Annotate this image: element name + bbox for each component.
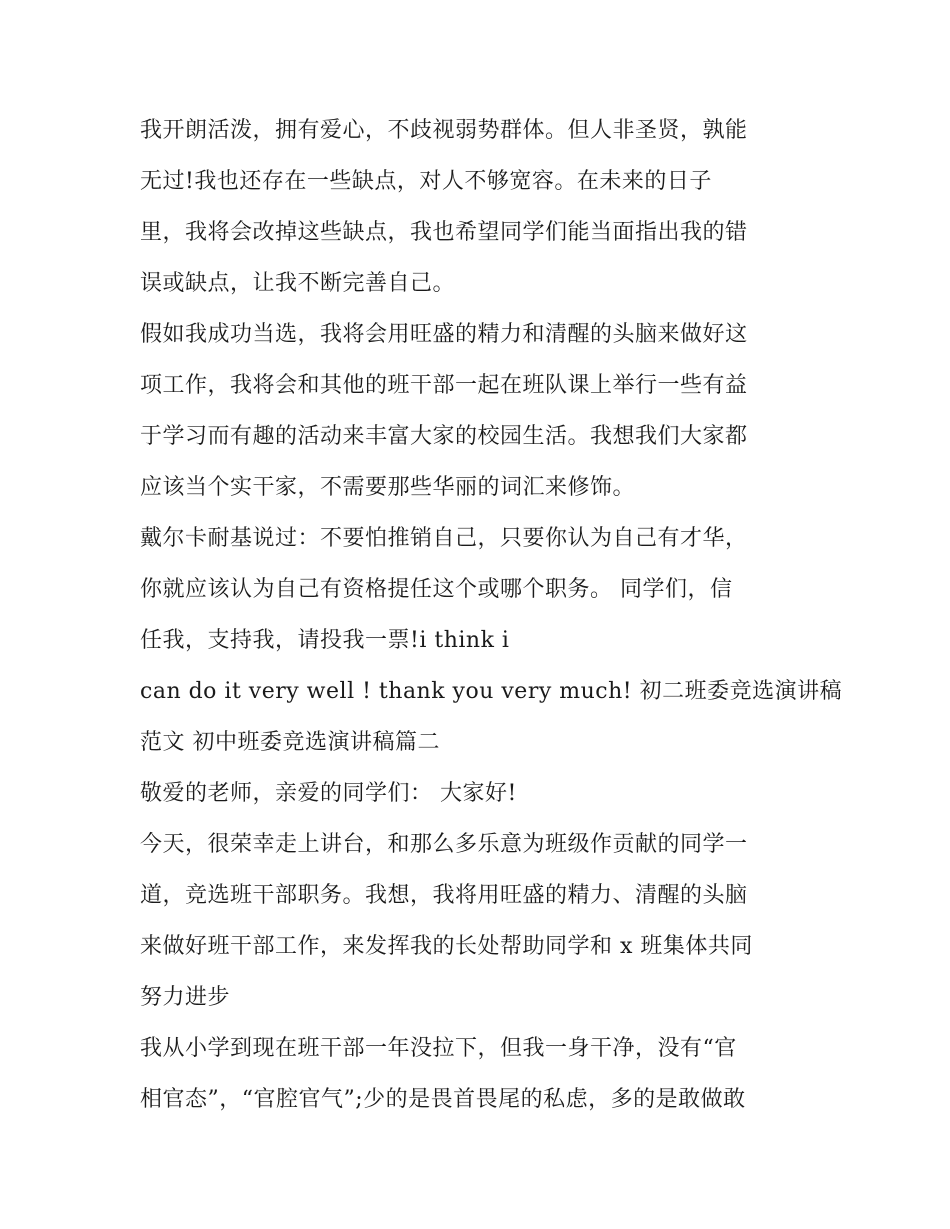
document-body	[140, 105, 843, 1125]
text-line: 于学习而有趣的活动来丰富大家的校园生活。我想我们大家都	[140, 424, 748, 449]
text-line: 假如我成功当选，我将会用旺盛的精力和清醒的头脑来做好这	[140, 322, 748, 347]
text-line: 任我，支持我，请投我一票!i think i	[140, 628, 510, 653]
text-line: 我开朗活泼，拥有爱心，不歧视弱势群体。但人非圣贤，孰能	[140, 118, 748, 143]
text-line: 来做好班干部工作，来发挥我的长处帮助同学和 x 班集体共同	[140, 934, 753, 959]
text-line: 你就应该认为自己有资格提任这个或哪个职务。 同学们，信	[140, 577, 733, 602]
text-line: 今天，很荣幸走上讲台，和那么多乐意为班级作贡献的同学一	[140, 832, 748, 857]
text-line: 应该当个实干家，不需要那些华丽的词汇来修饰。	[140, 475, 636, 500]
text-line: 范文 初中班委竞选演讲稿篇二	[140, 730, 440, 755]
text-line: 敬爱的老师，亲爱的同学们： 大家好!	[140, 781, 517, 806]
text-line: 误或缺点，让我不断完善自己。	[140, 271, 456, 296]
text-line: 戴尔卡耐基说过：不要怕推销自己，只要你认为自己有才华，	[140, 526, 748, 551]
text-line: 努力进步	[140, 985, 231, 1010]
text-line: 里，我将会改掉这些缺点，我也希望同学们能当面指出我的错	[140, 220, 748, 245]
text-line: 无过!我也还存在一些缺点，对人不够宽容。在未来的日子	[140, 169, 712, 194]
text-line: 我从小学到现在班干部一年没拉下，但我一身干净，没有“官	[140, 1036, 737, 1061]
text-line: can do it very well ! thank you very much! 初二班委竞选演讲稿	[140, 679, 843, 704]
text-line: 项工作，我将会和其他的班干部一起在班队课上举行一些有益	[140, 373, 748, 398]
text-line: 道，竞选班干部职务。我想，我将用旺盛的精力、清醒的头脑	[140, 883, 748, 908]
text-line: 相官态”，“官腔官气”;少的是畏首畏尾的私虑，多的是敢做敢	[140, 1087, 746, 1112]
